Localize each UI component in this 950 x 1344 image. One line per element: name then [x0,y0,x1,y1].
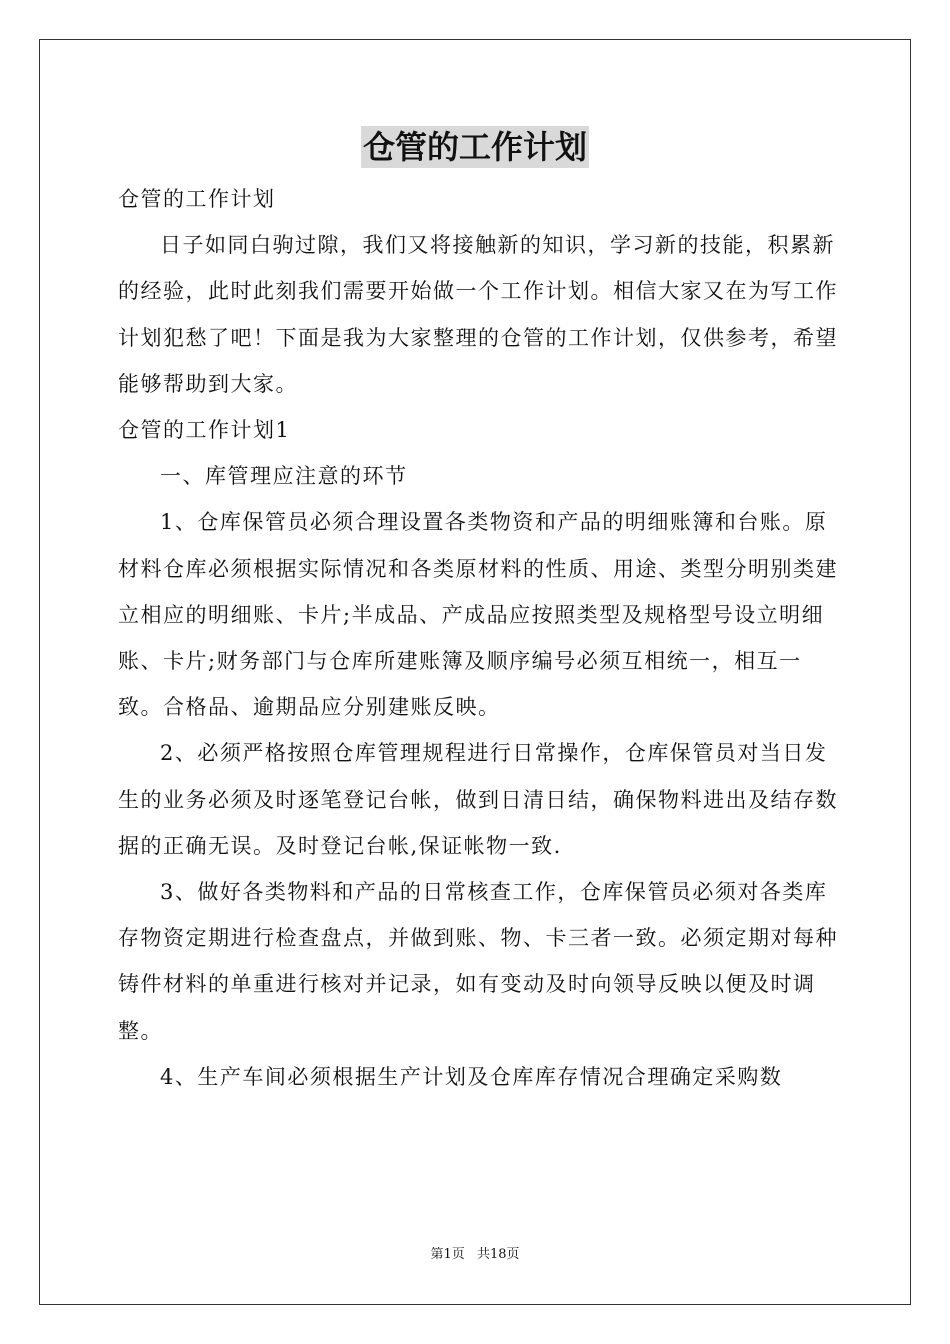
paragraph-1: 1、仓库保管员必须合理设置各类物资和产品的明细账簿和台账。原材料仓库必须根据实际情况和各类原材料的性质、用途、类型分明别类建立相应的明细账、卡片;半成品、产成品应按照类型及规格型号设立明细账、卡片;财务部门与仓库所建账簿及顺序编号必须互相统一，相互一致。合格品、逾期品应分别建账反映。 [118,510,838,720]
page-number-current: 第1页 [430,1247,465,1262]
document-body [118,176,838,1100]
document-subtitle: 仓管的工作计划 [118,187,276,211]
document-title: 仓管的工作计划 [362,128,587,166]
paragraph-3: 3、做好各类物料和产品的日常核查工作，仓库保管员必须对各类库存物资定期进行检查盘点，并做到账、物、卡三者一致。必须定期对每种铸件材料的单重进行核对并记录，如有变动及时向领导反映以便及时调整。 [118,880,838,1043]
page-number-total: 共18页 [476,1247,520,1262]
paragraph-4: 4、生产车间必须根据生产计划及仓库库存情况合理确定采购数 [160,1064,783,1089]
page-footer [0,1246,950,1264]
intro-paragraph: 日子如同白驹过隙，我们又将接触新的知识，学习新的技能，积累新的经验，此时此刻我们需要开始做一个工作计划。相信大家又在为写工作计划犯愁了吧！下面是我为大家整理的仓管的工作计划，仅供参考，希望能够帮助到大家。 [118,233,838,396]
paragraph-2: 2、必须严格按照仓库管理规程进行日常操作，仓库保管员对当日发生的业务必须及时逐笔登记台帐，做到日清日结，确保物料进出及结存数据的正确无误。及时登记台帐,保证帐物一致. [118,741,838,858]
title-container [0,126,950,168]
section-heading: 仓管的工作计划1 [118,418,291,443]
subsection-heading: 一、库管理应注意的环节 [160,464,408,489]
